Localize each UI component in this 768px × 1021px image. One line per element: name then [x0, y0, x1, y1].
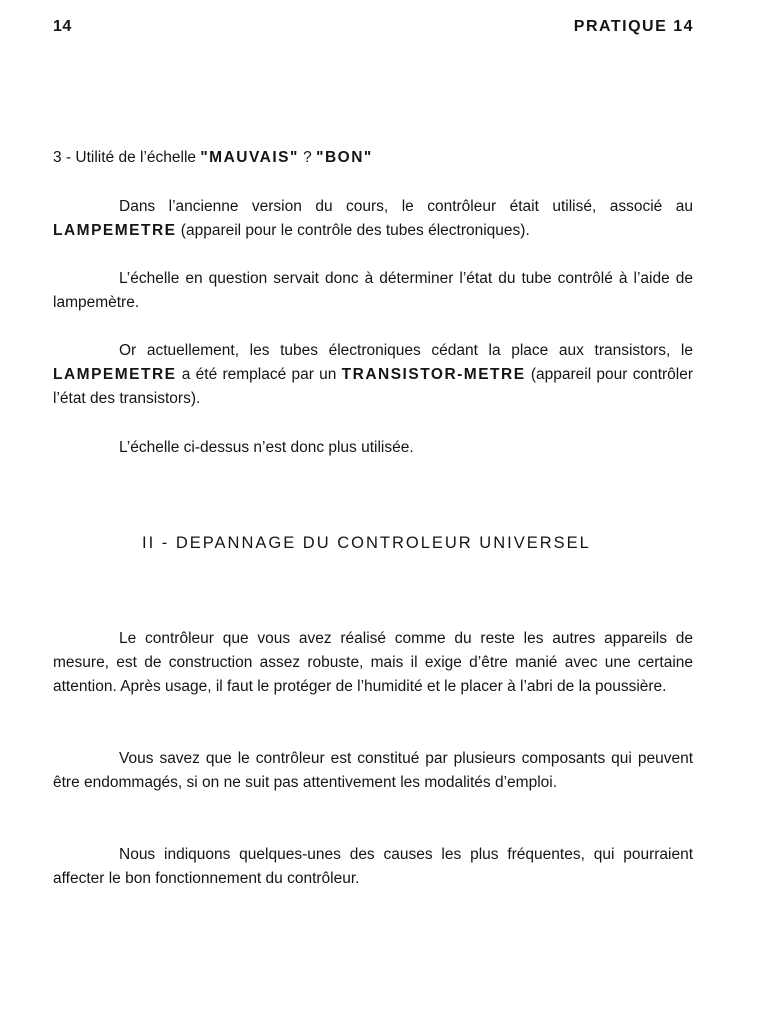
- paragraph-common-causes: Nous indiquons quelques-unes des causes les plus fréquentes, qui pourraient affecter le bon fonctionnement du contrôleur.: [53, 846, 693, 887]
- page-number: 14: [53, 18, 72, 35]
- paragraph-text: Dans l’ancienne version du cours, le contrôleur était utilisé, associé au: [119, 198, 693, 215]
- paragraph-old-version: [53, 195, 693, 243]
- term-lampemetre: LAMPEMETRE: [53, 366, 177, 383]
- scale-term-bad: "MAUVAIS": [200, 149, 299, 166]
- section-heading-prefix: 3 - Utilité de l’échelle: [53, 149, 201, 166]
- paragraph-text: Or actuellement, les tubes électroniques cédant la place aux transistors, le: [119, 342, 693, 359]
- paragraph-components: Vous savez que le contrôleur est constitué par plusieurs composants qui peuvent être endommagés, si on ne suit pas attentivement les modalités d’emploi.: [53, 750, 693, 791]
- paragraph-transistors: [53, 339, 693, 411]
- term-lampemetre: LAMPEMETRE: [53, 222, 177, 239]
- term-transistormetre: TRANSISTOR-METRE: [341, 366, 526, 383]
- running-header: PRATIQUE 14: [573, 18, 694, 35]
- section-heading-separator: ?: [298, 149, 317, 166]
- chapter-title: II - DEPANNAGE DU CONTROLEUR UNIVERSEL: [142, 534, 591, 552]
- paragraph-text: a été remplacé par un: [176, 366, 342, 383]
- paragraph-controller-care: Le contrôleur que vous avez réalisé comme du reste les autres appareils de mesure, est de construction assez robuste, mais il exige d’être manié avec une certaine attention. Après usage, il faut le protéger de l’humidité et le placer à l’abri de la poussière.: [53, 630, 693, 695]
- paragraph-text: (appareil pour le contrôle des tubes électroniques).: [176, 222, 530, 239]
- section-heading-scale-utility: [53, 146, 693, 170]
- paragraph-scale-unused: L’échelle ci-dessus n’est donc plus utilisée.: [119, 439, 414, 456]
- scale-term-good: "BON": [316, 149, 373, 166]
- paragraph-scale-purpose: L’échelle en question servait donc à déterminer l’état du tube contrôlé à l’aide de lampemètre.: [53, 270, 693, 311]
- paragraph-text: (appareil pour contrôler l’état des transistors).: [53, 366, 694, 407]
